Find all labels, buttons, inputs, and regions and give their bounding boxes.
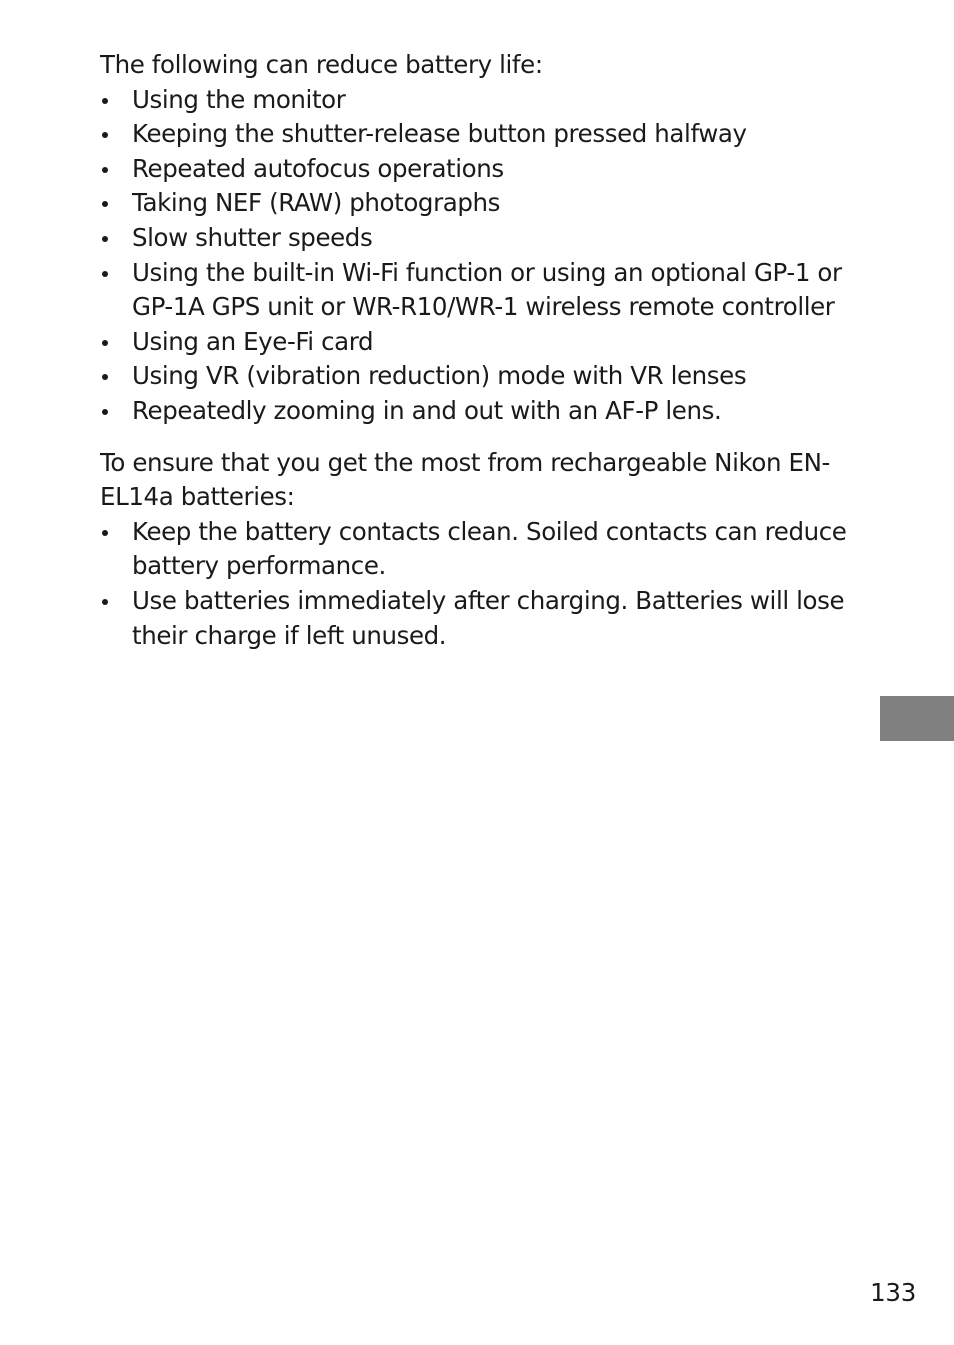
battery-life-intro: The following can reduce battery life: <box>100 50 543 79</box>
battery-tips-intro: To ensure that you get the most from rechargeable Nikon EN-EL14a batteries: <box>100 447 830 512</box>
list-item: Keep the battery contacts clean. Soiled contacts can reduce battery performance. <box>100 515 880 584</box>
battery-tips-list <box>100 515 880 653</box>
list-item: Using the built-in Wi-Fi function or using an optional GP-1 or GP-1A GPS unit or WR-R10/WR-1 wireless remote controller <box>100 256 880 325</box>
list-item: Using the monitor <box>100 83 880 118</box>
list-item: Repeated autofocus operations <box>100 152 880 187</box>
list-item: Use batteries immediately after charging. Batteries will lose their charge if left unused. <box>100 584 880 653</box>
page-number: 133 <box>870 1278 916 1307</box>
battery-life-factors-list <box>100 83 880 429</box>
list-item: Taking NEF (RAW) photographs <box>100 186 880 221</box>
list-item: Slow shutter speeds <box>100 221 880 256</box>
page-content <box>100 48 880 653</box>
list-item: Keeping the shutter-release button pressed halfway <box>100 117 880 152</box>
section-tab-marker <box>880 696 954 741</box>
list-item: Using an Eye-Fi card <box>100 325 880 360</box>
list-item: Using VR (vibration reduction) mode with VR lenses <box>100 359 880 394</box>
list-item: Repeatedly zooming in and out with an AF-P lens. <box>100 394 880 429</box>
